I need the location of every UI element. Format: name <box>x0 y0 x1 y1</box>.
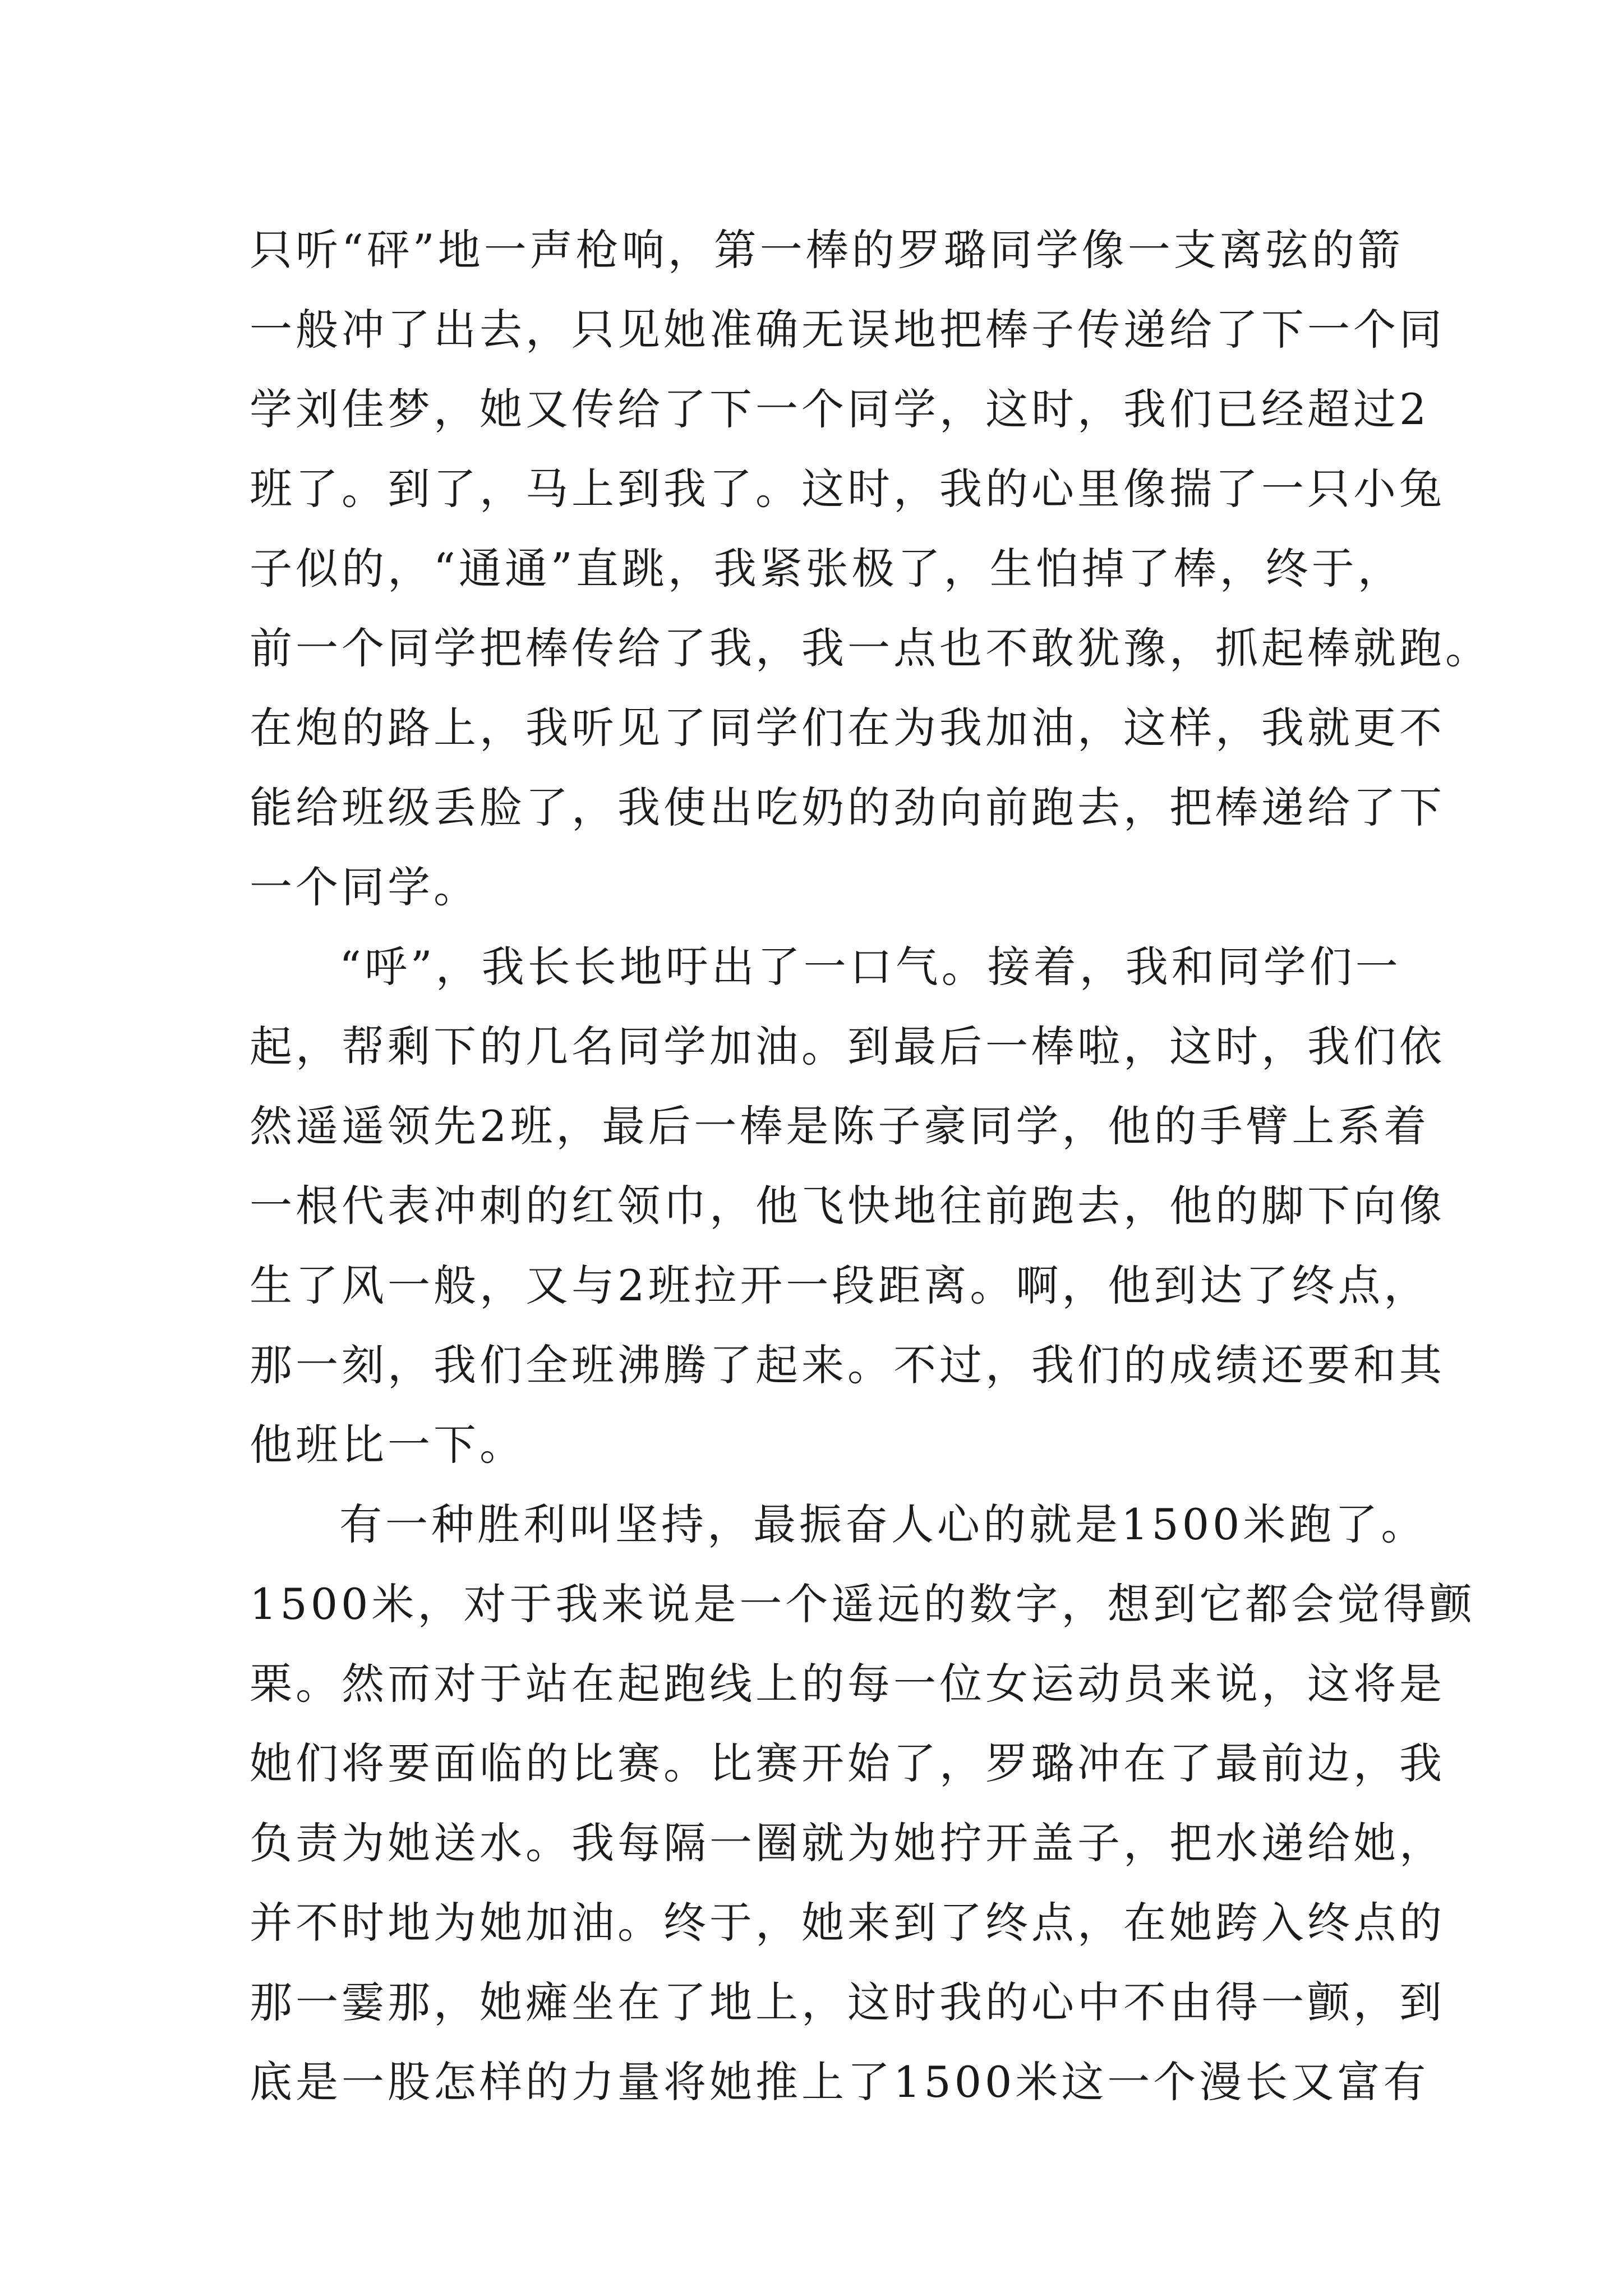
text-line: 底是一股怎样的力量将她推上了1500米这一个漫长又富有 <box>250 2057 1430 2107</box>
text-line: 子似的，“通通”直跳，我紧张极了，生怕掉了棒，终于， <box>250 544 1404 593</box>
text-line: 那一霎那，她瘫坐在了地上，这时我的心中不由得一颤，到 <box>250 1977 1445 2027</box>
paragraph-start-line: “呼”，我长长地吁出了一口气。接着，我和同学们一 <box>339 942 1401 992</box>
text-line: 一个同学。 <box>250 862 479 912</box>
text-line: 那一刻，我们全班沸腾了起来。不过，我们的成绩还要和其 <box>250 1340 1445 1390</box>
text-line: 前一个同学把棒传给了我，我一点也不敢犹豫，抓起棒就跑。 <box>250 623 1491 673</box>
text-line: 一根代表冲刺的红领巾，他飞快地往前跑去，他的脚下向像 <box>250 1181 1445 1231</box>
text-line: 在炮的路上，我听见了同学们在为我加油，这样，我就更不 <box>250 703 1445 753</box>
text-line: 他班比一下。 <box>250 1420 525 1470</box>
paragraph-start-line: 有一种胜利叫坚持，最振奋人心的就是1500米跑了。 <box>339 1499 1427 1549</box>
text-line: 她们将要面临的比赛。比赛开始了，罗璐冲在了最前边，我 <box>250 1738 1445 1788</box>
text-line: 生了风一般，又与2班拉开一段距离。啊，他到达了终点， <box>250 1260 1430 1310</box>
text-line: 学刘佳梦，她又传给了下一个同学，这时，我们已经超过2 <box>250 384 1430 434</box>
text-line: 然遥遥领先2班，最后一棒是陈子豪同学，他的手臂上系着 <box>250 1101 1430 1151</box>
text-line: 能给班级丢脸了，我使出吃奶的劲向前跑去，把棒递给了下 <box>250 783 1445 832</box>
text-line: 1500米，对于我来说是一个遥远的数字，想到它都会觉得颤 <box>250 1579 1476 1629</box>
text-line: 起，帮剩下的几名同学加油。到最后一棒啦，这时，我们依 <box>250 1022 1445 1071</box>
text-line: 只听“砰”地一声枪响，第一棒的罗璐同学像一支离弦的箭 <box>250 225 1404 275</box>
text-line: 栗。然而对于站在起跑线上的每一位女运动员来说，这将是 <box>250 1659 1445 1709</box>
text-line: 班了。到了，马上到我了。这时，我的心里像揣了一只小兔 <box>250 464 1445 514</box>
text-line: 一般冲了出去，只见她准确无误地把棒子传递给了下一个同 <box>250 305 1445 355</box>
article-body <box>250 210 1491 2122</box>
text-line: 负责为她送水。我每隔一圈就为她拧开盖子，把水递给她， <box>250 1818 1445 1868</box>
text-line: 并不时地为她加油。终于，她来到了终点，在她跨入终点的 <box>250 1898 1445 1948</box>
